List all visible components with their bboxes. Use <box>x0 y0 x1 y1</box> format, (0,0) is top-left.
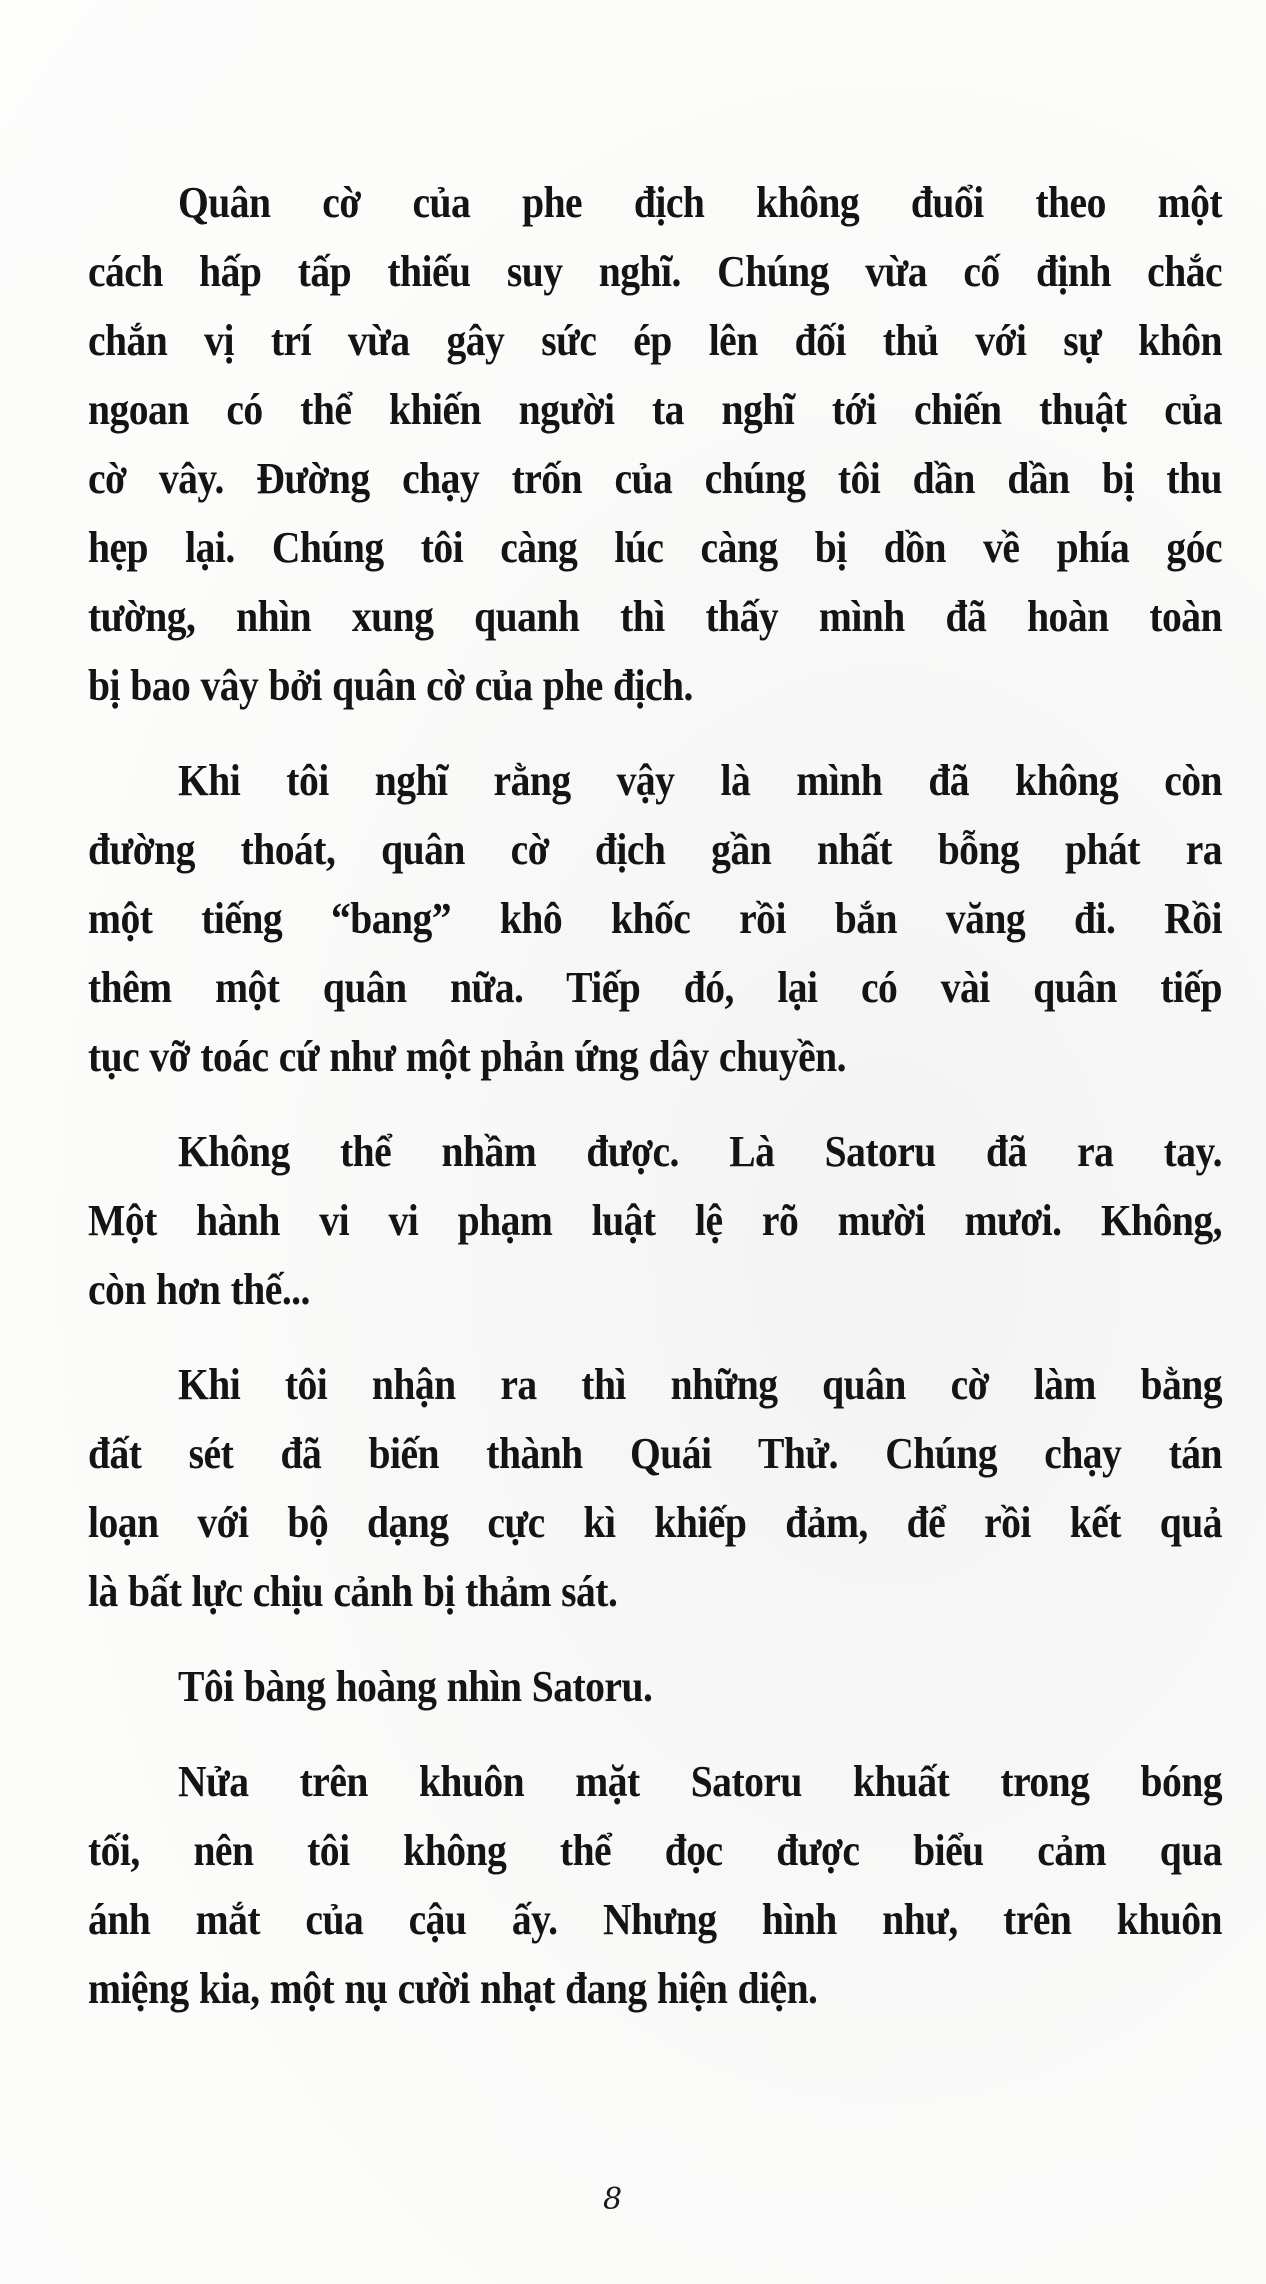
text-line: đường thoát, quân cờ địch gần nhất bỗng phát ra <box>88 825 1222 874</box>
text-line: một tiếng “bang” khô khốc rồi bắn văng đi. Rồi <box>88 894 1222 943</box>
paragraph-3 <box>88 1117 1222 1324</box>
text-line: Khi tôi nhận ra thì những quân cờ làm bằng <box>178 1360 1222 1409</box>
text-line: loạn với bộ dạng cực kì khiếp đảm, để rồi kết quả <box>88 1498 1222 1547</box>
text-line: đất sét đã biến thành Quái Thử. Chúng chạy tán <box>88 1429 1222 1478</box>
text-line: tường, nhìn xung quanh thì thấy mình đã hoàn toàn <box>88 592 1222 641</box>
paragraph-4 <box>88 1350 1222 1626</box>
text-line: Không thể nhầm được. Là Satoru đã ra tay. <box>178 1127 1222 1176</box>
text-line: tối, nên tôi không thể đọc được biểu cảm qua <box>88 1826 1222 1875</box>
text-line: bị bao vây bởi quân cờ của phe địch. <box>88 661 693 710</box>
text-line: là bất lực chịu cảnh bị thảm sát. <box>88 1567 618 1616</box>
paragraph-2 <box>88 746 1222 1091</box>
text-line: cách hấp tấp thiếu suy nghĩ. Chúng vừa cố định chắc <box>88 247 1222 296</box>
text-line: Nửa trên khuôn mặt Satoru khuất trong bóng <box>178 1757 1222 1806</box>
text-line: miệng kia, một nụ cười nhạt đang hiện diện. <box>88 1964 818 2013</box>
page-number: 8 <box>603 2182 623 2217</box>
text-line: Khi tôi nghĩ rằng vậy là mình đã không còn <box>178 756 1222 805</box>
text-line: Tôi bàng hoàng nhìn Satoru. <box>178 1662 653 1711</box>
text-line: còn hơn thế... <box>88 1265 310 1314</box>
body-text <box>88 168 1222 2049</box>
text-line: Quân cờ của phe địch không đuổi theo một <box>178 178 1222 227</box>
text-line: cờ vây. Đường chạy trốn của chúng tôi dần dần bị thu <box>88 454 1222 503</box>
paragraph-6 <box>88 1747 1222 2023</box>
text-line: chắn vị trí vừa gây sức ép lên đối thủ với sự khôn <box>88 316 1222 365</box>
paragraph-1 <box>88 168 1222 720</box>
paragraph-5 <box>88 1652 1222 1721</box>
text-line: ánh mắt của cậu ấy. Nhưng hình như, trên khuôn <box>88 1895 1222 1944</box>
text-line: tục vỡ toác cứ như một phản ứng dây chuyền. <box>88 1032 846 1081</box>
text-line: hẹp lại. Chúng tôi càng lúc càng bị dồn về phía góc <box>88 523 1222 572</box>
text-line: thêm một quân nữa. Tiếp đó, lại có vài quân tiếp <box>88 963 1222 1012</box>
text-line: Một hành vi vi phạm luật lệ rõ mười mươi. Không, <box>88 1196 1222 1245</box>
text-line: ngoan có thể khiến người ta nghĩ tới chiến thuật của <box>88 385 1222 434</box>
